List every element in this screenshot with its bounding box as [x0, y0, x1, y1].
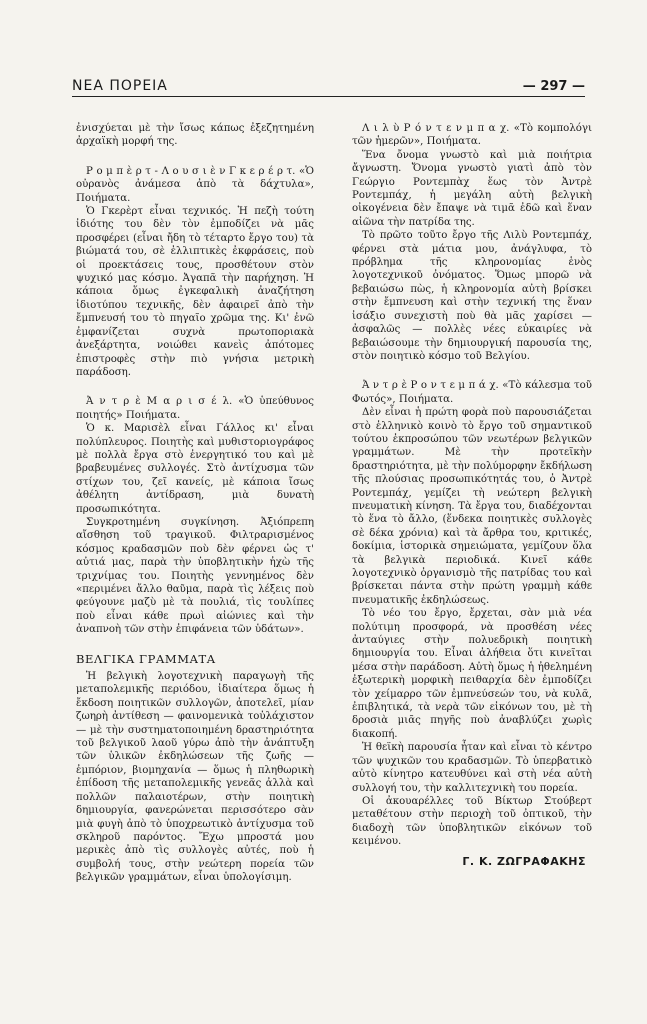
left-column — [76, 122, 314, 885]
paragraph: Συγκροτημένη συγκίνηση. Ἀξιόπρεπη αἴσθηση τοῦ τραγικοῦ. Φιλτραρισμένος κόσμος κραδασμῶν ποὺ δὲν φέρνει ὡς τ' αὐτιά μας, παρὰ τὴν ὑποβλητικὴν ἠχὼ τῆς τριχνίμας του. Ποιητὴς γεννημένος δὲν «περιμένει ἄλλο θαῦμα, παρὰ τὶς λέξεις ποὺ φεύγουνε μαζὺ μὲ τὰ πουλιά, τὶς τουλίπες ποὺ εἶναι κάθε πρωὶ αἰώνιες καὶ τὴν ἀναπνοὴ τῶν στὴν ἐπιφάνεια τῶν ὑδάτων». — [76, 516, 314, 636]
paragraph: ἐνισχύεται μὲ τὴν ἴσως κάπως ἐξεζητημένη ἀρχαϊκὴ μορφή της. — [76, 123, 314, 148]
journal-title: ΝΕΑ ΠΟΡΕΙΑ — [72, 78, 168, 94]
book-entry-lily-rodenbach: Λ ι λ ὺ Ρ ό ν τ ε ν μ π α χ. «Τὸ κομπολόγι τῶν ἡμερῶν», Ποιήματα. — [352, 123, 592, 148]
book-entry-gerert: Ρ ο μ π ὲ ρ τ - Λ ο υ σ ι ὲ ν Γ κ ε ρ έ ρ τ. «Ὁ οὐρανὸς ἀνάμεσα ἀπὸ τὰ δάχτυλα», Ποιήματα. — [76, 165, 314, 204]
right-column — [352, 122, 592, 868]
paragraph: Τὸ νέο του ἔργο, ἔρχεται, σὰν μιὰ νέα πολύτιμη προσφορά, νὰ προσθέση νέες ἀνταύγιες στὴν πολυεδρικὴ ποιητικὴ δημιουργία του. Εἶναι ἀλήθεια ὅτι κινεῖται μέσα στὴν παράδοση. Αὐτὴ ὅμως ἡ ἠθελημένη ἐξωτερικὴ μορφικὴ πειθαρχία δὲν ἐμποδίζει τὸν χείμαρρο τῶν ἐμπνεύσεών του, νὰ κυλᾶ, ἐπιβλητικά, τὰ νερὰ τῶν εἰκόνων του, μὲ τὴ δροσιὰ μιᾶς πηγῆς ποὺ ἀναβλύζει χωρὶς διακοπή. — [352, 608, 592, 740]
author-signature: Γ. Κ. ΖΩΓΡΑΦΑΚΗΣ — [462, 854, 586, 868]
page-number: — 297 — — [522, 79, 585, 94]
paragraph: Ἡ βελγικὴ λογοτεχνικὴ παραγωγὴ τῆς μεταπολεμικῆς περιόδου, ἰδιαίτερα ὅμως ἡ ἔκδοση ποιητικῶν συλλογῶν, ἀποτελεῖ, μίαν ζωηρὴ ἀντίθεση — φαινομενικὰ τοὐλάχιστον — μὲ τὴν συστηματοποιημένη δραστηριότητα τοῦ βελγικοῦ λαοῦ γύρω ἀπὸ τὴν ἀνάπτυξη τῶν ὑλικῶν ἐκδηλώσεων τῆς ζωῆς — ἐμπόριον, βιομηχανία — ὅμως ἡ πληθωρικὴ ἐπίδοση τῆς μεταπολεμικῆς γενεᾶς ἀλλὰ καὶ πολλῶν παλαιοτέρων, στὴν ποιητικὴ δημιουργία, φανερώνεται περισσότερο σὰν μιὰ φυγὴ ἀπὸ τὸ ὑποχρεωτικὸ ἀντίχυσμα τοῦ σκληροῦ παρόντος. Ἔχω μπροστά μου μερικὲς ἀπὸ τὶς συλλογὲς αὐτές, ποὺ ἡ συμβολή τους, στὴν νεώτερη πορεία τῶν βελγικῶν γραμμάτων, εἶναι ὑπολογίσιμη. — [76, 671, 314, 884]
book-entry-andre-rodenbach: Ἀ ν τ ρ ὲ Ρ ο ν τ ε μ π ά χ. «Τὸ κάλεσμα τοῦ Φωτός», Ποιήματα. — [352, 380, 592, 405]
paragraph: Τὸ πρῶτο τοῦτο ἔργο τῆς Λιλὺ Ροντεμπάχ, φέρνει στὰ μάτια μου, ἀνάγλυφα, τὸ πρόβλημα τῆς κληρονομίας ἑνὸς λογοτεχνικοῦ ὀνόματος. Ὅμως μπορῶ νὰ βεβαιώσω πὼς, ἡ κληρονομία αὐτὴ βρίσκει στὴν ἔμπνευση καὶ στὴν τεχνική της ἕναν ἰσάξιο συνεχιστὴ ποὺ θὰ μᾶς χαρίσει — ἀσφαλῶς — πολλὲς νέες εὐκαιρίες νὰ βεβαιώσουμε τὴν δημιουργική παρουσία της, στὸν ποιητικὸ κόσμο τοῦ Βελγίου. — [352, 230, 592, 362]
paragraph: Δὲν εἶναι ἡ πρώτη φορὰ ποὺ παρουσιάζεται στὸ ἑλληνικὸ κοινὸ τὸ ἔργο τοῦ σημαντικοῦ τούτου ἐκπροσώπου τῶν νεωτέρων βελγικῶν γραμμάτων. Μὲ τὴν προτεῖκὴν δραστηριότητα, μὲ τὴν πολύμορφην ἔκδήλωση τῆς πλούσιας προσωπικότητάς του, ὁ Ἀντρὲ Ροντεμπάχ, γεμίζει τὴ νεώτερη βελγικὴ πνευματικὴ κίνηση. Τὰ ἔργα του, διαδέχονται τὸ ἕνα τὸ ἄλλο, (ἕνδεκα ποιητικὲς συλλογὲς σὲ δέκα χρόνια) καὶ τὰ ἄρθρα του, κριτικές, δοκίμια, ἱστορικὰ σημειώματα, γεμίζουν ὅλα τὰ βελγικὰ περιοδικά. Κινεῖ κάθε λογοτεχνικὸ ὀργανισμὸ τῆς πατρίδας του καὶ βρίσκεται πάντα στὴν πρώτη γραμμὴ κάθε πνευματικῆς ἐκδηλώσεως. — [352, 407, 592, 606]
page-header — [72, 74, 585, 97]
paragraph: Οἱ ἀκουαρέλλες τοῦ Βίκτωρ Στούβερτ μεταθέτουν στὴν περιοχὴ τοῦ ὀπτικοῦ, τὴν διαδοχὴ τῶν ὑποβλητικῶν εἰκόνων τοῦ κειμένου. — [352, 795, 592, 848]
paragraph: Ἕνα ὄνομα γνωστὸ καὶ μιὰ ποιήτρια ἄγνωστη. Ὄνομα γνωστὸ γιατὶ ἀπὸ τὸν Γεώργιο Ροντεμπὰχ ἕως τὸν Ἀντρὲ Ροντεμπάχ, ἡ μεγάλη αὐτὴ βελγικὴ οἰκογένεια δὲν ἔπαψε νὰ τιμᾶ ἐδῶ καὶ ἕναν αἰῶνα τὴν πατρίδα της. — [352, 149, 592, 228]
book-entry-marissel: Ἀ ν τ ρ ὲ Μ α ρ ι σ έ λ. «Ὁ ὑπεύθυνος ποιητής» Ποιήματα. — [76, 396, 314, 421]
paragraph: Ὁ κ. Μαρισὲλ εἶναι Γάλλος κι' εἶναι πολύπλευρος. Ποιητὴς καὶ μυθιστοριογράφος μὲ πολλὰ ἔργα στὸ ἐνεργητικό του καὶ μὲ βραβευμένες συλλογές. Στὸ ἀντίχυσμα τῶν στίχων του, ζεῖ κανείς, μὲ κάποια ἴσως ἀθέλητη ἀντίδραση, μιὰ δυνατὴ προσωπικότητα. — [76, 423, 314, 515]
section-heading: ΒΕΛΓΙΚΑ ΓΡΑΜΜΑΤΑ — [76, 651, 216, 666]
paragraph: Ἡ θεϊκὴ παρουσία ἦταν καὶ εἶναι τὸ κέντρο τῶν ψυχικῶν του κραδασμῶν. Τὸ ὑπερβατικὸ αὐτὸ κίνητρο κατευθύνει καὶ στὴ νέα αὐτὴ συλλογή του, τὴν καλλιτεχνικὴ του πορεία. — [352, 742, 592, 794]
paragraph: Ὁ Γκερὲρτ εἶναι τεχνικός. Ἡ πεζὴ τούτη ἰδιότης του δὲν τὸν ἐμποδίζει νὰ μᾶς προσφέρει (εἶναι ἤδη τὸ τέταρτο ἔργο του) τὰ βιώματά του, σὲ ἐλλιπτικὲς ἐκφράσεις, ποὺ οἱ προεκτάσεις τους, προσθέτουν στὸν ψυχικό μας κόσμο. Ἀγαπᾶ τὴν παρήχηση. Ἡ κάποια ὅμως ἐγκεφαλικὴ ἀναζήτηση ἰδιοτύπου τεχνικῆς, δὲν ἀφαιρεῖ ἀπὸ τὴν ἔμπνευσή του τὸ πηγαῖο χρῶμα της. Κι' ἐνῶ ἐμφανίζεται συχνὰ πρωτοποριακὰ ἀνεξάρτητα, νοιώθει κανεὶς ἀπότομες ἐπιστροφὲς στὴν πιὸ γνήσια μετρικὴ παράδοση. — [76, 206, 314, 378]
